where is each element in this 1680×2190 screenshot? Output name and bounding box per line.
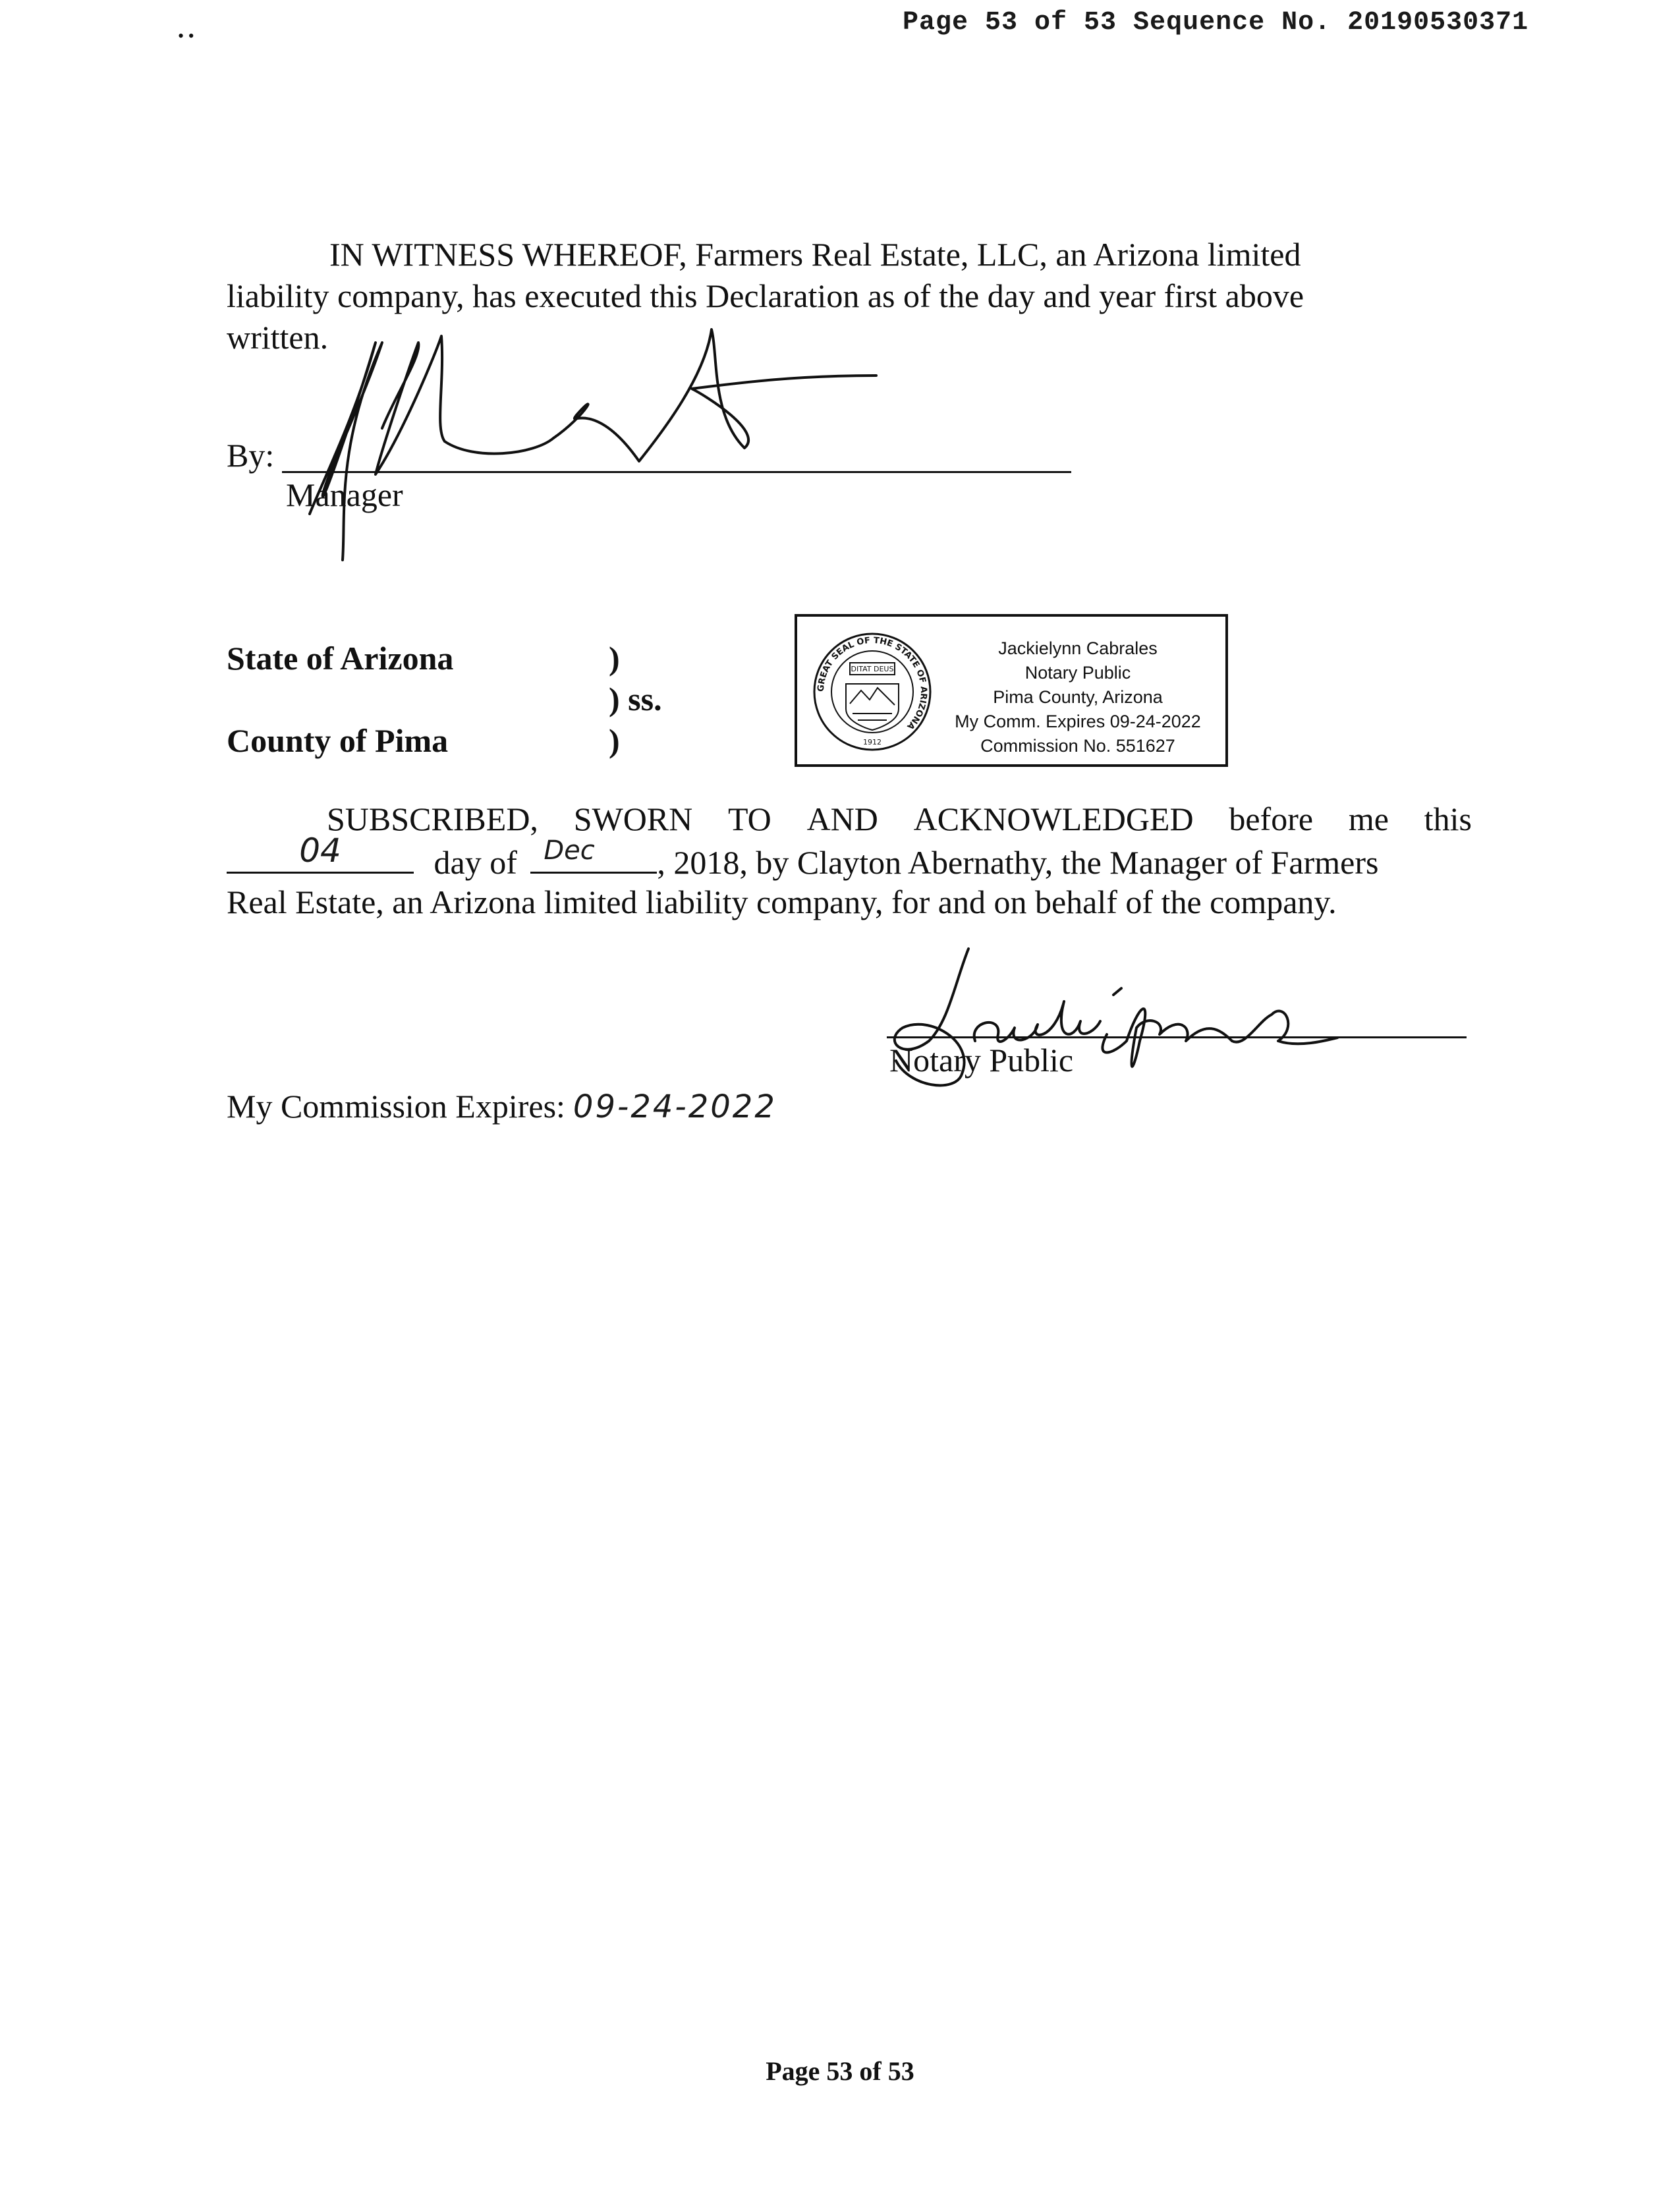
notary-public-label: Notary Public	[889, 1042, 1074, 1079]
month-handwritten: Dec	[544, 835, 595, 866]
witness-line-1: IN WITNESS WHEREOF, Farmers Real Estate, LLC, an Arizona limited	[329, 236, 1301, 273]
ack-word: me	[1348, 800, 1389, 837]
ack-line-2	[227, 831, 1472, 884]
ack-word: AND	[806, 800, 878, 837]
notary-expires: My Comm. Expires 09-24-2022	[955, 712, 1201, 731]
arizona-seal-icon	[812, 631, 933, 752]
day-of-label: day of	[434, 844, 517, 881]
venue-bracket-bottom: )	[609, 722, 620, 759]
witness-line-2: liability company, has executed this Declaration as of the day and year first above	[227, 277, 1304, 314]
venue-bracket-top: )	[609, 640, 620, 677]
ack-word: SWORN	[573, 800, 693, 837]
month-blank	[530, 835, 657, 874]
manager-signature	[283, 316, 889, 567]
notary-title: Notary Public	[1024, 663, 1131, 683]
by-label: By:	[227, 437, 275, 474]
page-number-footer: Page 53 of 53	[766, 2056, 914, 2086]
notary-location: Pima County, Arizona	[993, 687, 1163, 707]
svg-text:1912: 1912	[863, 738, 882, 746]
ack-word: this	[1424, 800, 1472, 837]
ack-line-3: Real Estate, an Arizona limited liability company, for and on behalf of the company.	[227, 884, 1337, 920]
commission-expires-label: My Commission Expires:	[227, 1088, 565, 1125]
recording-stamp: Page 53 of 53 Sequence No. 20190530371	[903, 8, 1529, 38]
manager-title: Manager	[286, 476, 403, 513]
ack-word: before	[1229, 800, 1314, 837]
notary-stamp	[795, 614, 1228, 767]
venue-ss: ) ss.	[609, 681, 662, 717]
day-blank	[227, 831, 414, 874]
county-venue: County of Pima	[227, 722, 449, 759]
witness-line-3: written.	[227, 319, 329, 356]
svg-text:GREAT SEAL OF THE STATE OF ARI: GREAT SEAL OF THE STATE OF ARIZONA	[816, 635, 929, 731]
ack-line-2-rest: , 2018, by Clayton Abernathy, the Manager of Farmers	[657, 844, 1379, 881]
ack-word: ACKNOWLEDGED	[913, 800, 1194, 837]
state-venue: State of Arizona	[227, 640, 454, 677]
ack-word: TO	[728, 800, 771, 837]
svg-text:DITAT DEUS: DITAT DEUS	[851, 665, 894, 673]
notary-commission: Commission No. 551627	[980, 736, 1175, 756]
notary-signature-line	[887, 1036, 1467, 1038]
commission-expires-date: 09-24-2022	[573, 1088, 777, 1125]
commission-expires	[227, 1087, 777, 1125]
notary-name: Jackielynn Cabrales	[998, 638, 1158, 658]
ack-word: SUBSCRIBED,	[327, 800, 538, 837]
day-handwritten: 04	[299, 831, 341, 870]
scan-specks: • •	[178, 26, 194, 45]
